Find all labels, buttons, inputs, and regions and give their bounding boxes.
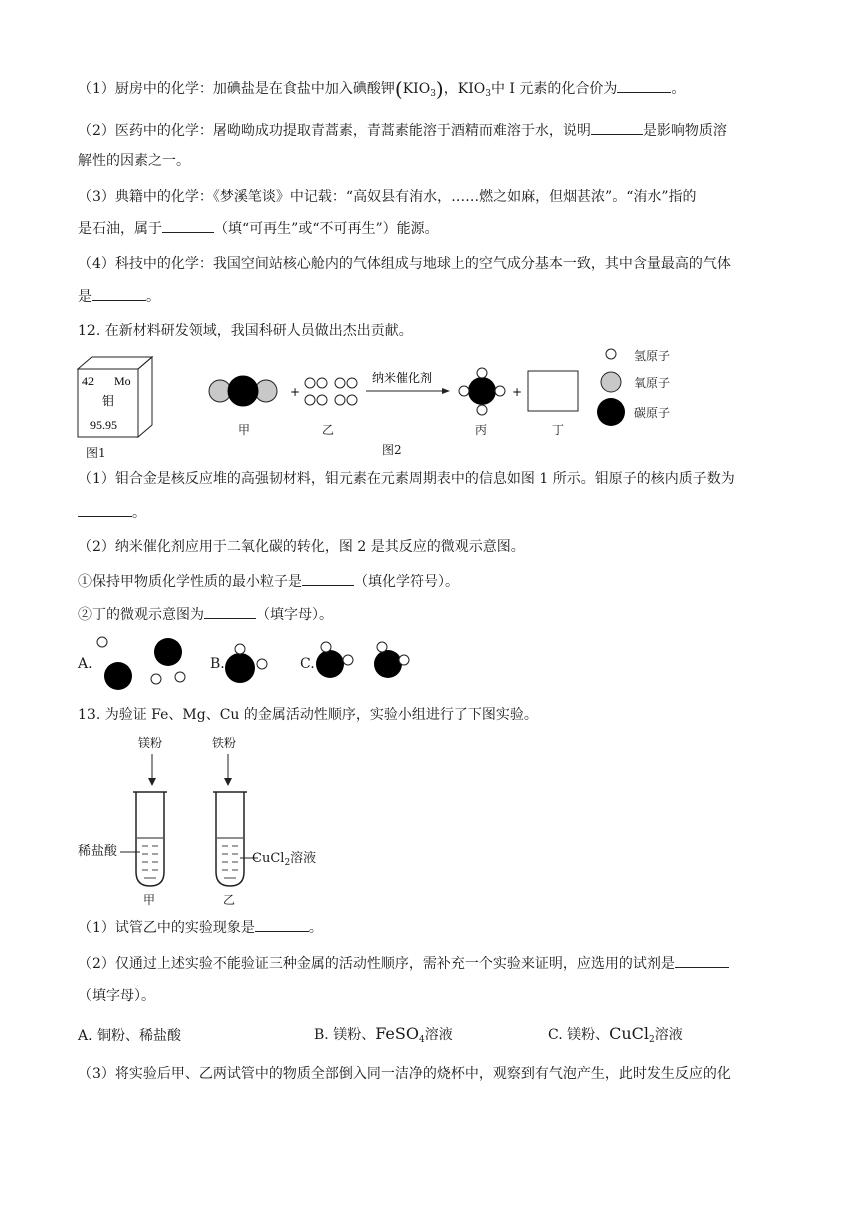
- svg-text:+: +: [512, 385, 523, 399]
- label-fe-powder: 铁粉: [212, 736, 237, 750]
- formula-kio3: $KIO_3$: [402, 81, 436, 99]
- answer-blank[interactable]: [255, 917, 309, 932]
- oxygen-atom-icon: [601, 372, 621, 392]
- q13-part2-line2: （填字母）。: [78, 988, 155, 1004]
- fig2-caption: 图2: [382, 443, 402, 457]
- catalyst-label: 纳米催化剂: [372, 371, 433, 385]
- option-c-label: C.: [300, 656, 315, 672]
- formula-kio3-2: $KIO_3$: [457, 81, 491, 99]
- q12-part2: （2）纳米催化剂应用于二氧化碳的转化，图 2 是其反应的微观示意图。: [78, 539, 525, 555]
- atom-legend-icons: [596, 345, 626, 427]
- q13-part2-line1: （2）仅通过上述实验不能验证三种金属的活动性顺序，需补充一个实验来证明，应选用的试剂是: [78, 953, 729, 974]
- unknown-product-box: [528, 371, 578, 411]
- option-a-diagram[interactable]: [96, 634, 186, 692]
- molecule-bing: [459, 368, 505, 415]
- q13-option-b[interactable]: B. 镁粉、FeSO$_4$溶液: [314, 1024, 453, 1045]
- q13-title: 13. 为验证 Fe、Mg、Cu 的金属活动性顺序，实验小组进行了下图实验。: [78, 707, 538, 723]
- element-symbol: Mo: [114, 374, 131, 388]
- label-mg-powder: 镁粉: [138, 736, 163, 750]
- option-b-label: B.: [210, 656, 225, 672]
- q13-part3: （3）将实验后甲、乙两试管中的物质全部倒入同一洁净的烧杯中，观察到有气泡产生，此时发生反应的化: [78, 1066, 731, 1082]
- q11-part4-line2: 是 。: [78, 286, 160, 307]
- q11-part2-line2: 解性的因素之一。: [78, 153, 190, 169]
- q13-option-a[interactable]: A. 铜粉、稀盐酸: [78, 1028, 182, 1044]
- plus-sign: +: [290, 385, 301, 399]
- test-tube-yi: [216, 792, 244, 886]
- answer-blank[interactable]: [78, 502, 132, 517]
- q12-part2-q2: ②丁的微观示意图为 （填字母）。: [78, 604, 333, 625]
- label-cucl2-solution: CuCl$_2$溶液: [252, 851, 317, 868]
- answer-blank[interactable]: [591, 120, 643, 135]
- answer-blank[interactable]: [617, 78, 671, 93]
- option-c-diagram[interactable]: [312, 640, 416, 686]
- atomic-mass: 95.95: [90, 418, 117, 432]
- label-bing: 丙: [475, 423, 488, 437]
- answer-blank[interactable]: [92, 286, 146, 301]
- fig1-caption: 图1: [86, 446, 106, 460]
- molecule-yi: [305, 378, 357, 405]
- q12-part2-q1: ①保持甲物质化学性质的最小粒子是 （填化学符号）。: [78, 571, 459, 592]
- hydrogen-atom-icon: [606, 349, 616, 359]
- label-yi: 乙: [322, 423, 335, 437]
- q11-part3-line2: 是石油，属于 （填“可再生”或“不可再生”）能源。: [78, 218, 439, 239]
- answer-blank[interactable]: [162, 218, 214, 233]
- q12-part1-line2: 。: [78, 502, 146, 523]
- q11-part4-line1: （4）科技中的化学：我国空间站核心舱内的气体组成与地球上的空气成分基本一致，其中含量最高的气体: [78, 256, 731, 272]
- q13-option-c[interactable]: C. 镁粉、CuCl$_2$溶液: [548, 1024, 683, 1045]
- q13-part1: （1）试管乙中的实验现象是 。: [78, 917, 323, 938]
- test-tube-jia: [136, 792, 164, 886]
- label-dilute-hcl: 稀盐酸: [78, 844, 118, 859]
- q11-part3-line1: （3）典籍中的化学：《梦溪笔谈》中记载：“高奴县有洧水，……燃之如麻，但烟甚浓”。“洧水”指的: [78, 189, 697, 205]
- label-tube-yi: 乙: [223, 893, 236, 907]
- label-jia: 甲: [238, 423, 251, 437]
- molecule-jia: [209, 376, 277, 406]
- q11-part2-line1: （2）医药中的化学：屠呦呦成功提取青蒿素，青蒿素能溶于酒精而难溶于水，说明 是影响物质溶: [78, 120, 727, 141]
- q12-title: 12. 在新材料研发领域，我国科研人员做出杰出贡献。: [78, 323, 413, 339]
- test-tubes-diagram: [120, 752, 260, 892]
- element-cell-figure: [76, 355, 156, 447]
- answer-blank[interactable]: [675, 953, 729, 968]
- answer-blank[interactable]: [302, 571, 354, 586]
- answer-blank[interactable]: [204, 604, 256, 619]
- reaction-diagram: [200, 355, 600, 435]
- carbon-atom-icon: [597, 398, 625, 426]
- q12-part1-line1: （1）钼合金是核反应堆的高强韧材料，钼元素在元素周期表中的信息如图 1 所示。钼原子的核内质子数为: [78, 471, 735, 487]
- q11-part1: （1）厨房中的化学：加碘盐是在食盐中加入碘酸钾$(KIO_3)$，$KIO_3$中 I 元素的化合价为 。: [78, 77, 686, 101]
- atomic-number: 42: [82, 374, 94, 388]
- legend-hydrogen: 氢原子: [634, 349, 671, 363]
- legend-carbon: 碳原子: [634, 406, 671, 420]
- legend-oxygen: 氧原子: [634, 376, 671, 390]
- option-b-diagram[interactable]: [220, 640, 272, 688]
- label-tube-jia: 甲: [143, 893, 156, 907]
- element-name: 钼: [102, 394, 115, 408]
- label-ding: 丁: [552, 423, 565, 437]
- option-a-label: A.: [78, 656, 93, 672]
